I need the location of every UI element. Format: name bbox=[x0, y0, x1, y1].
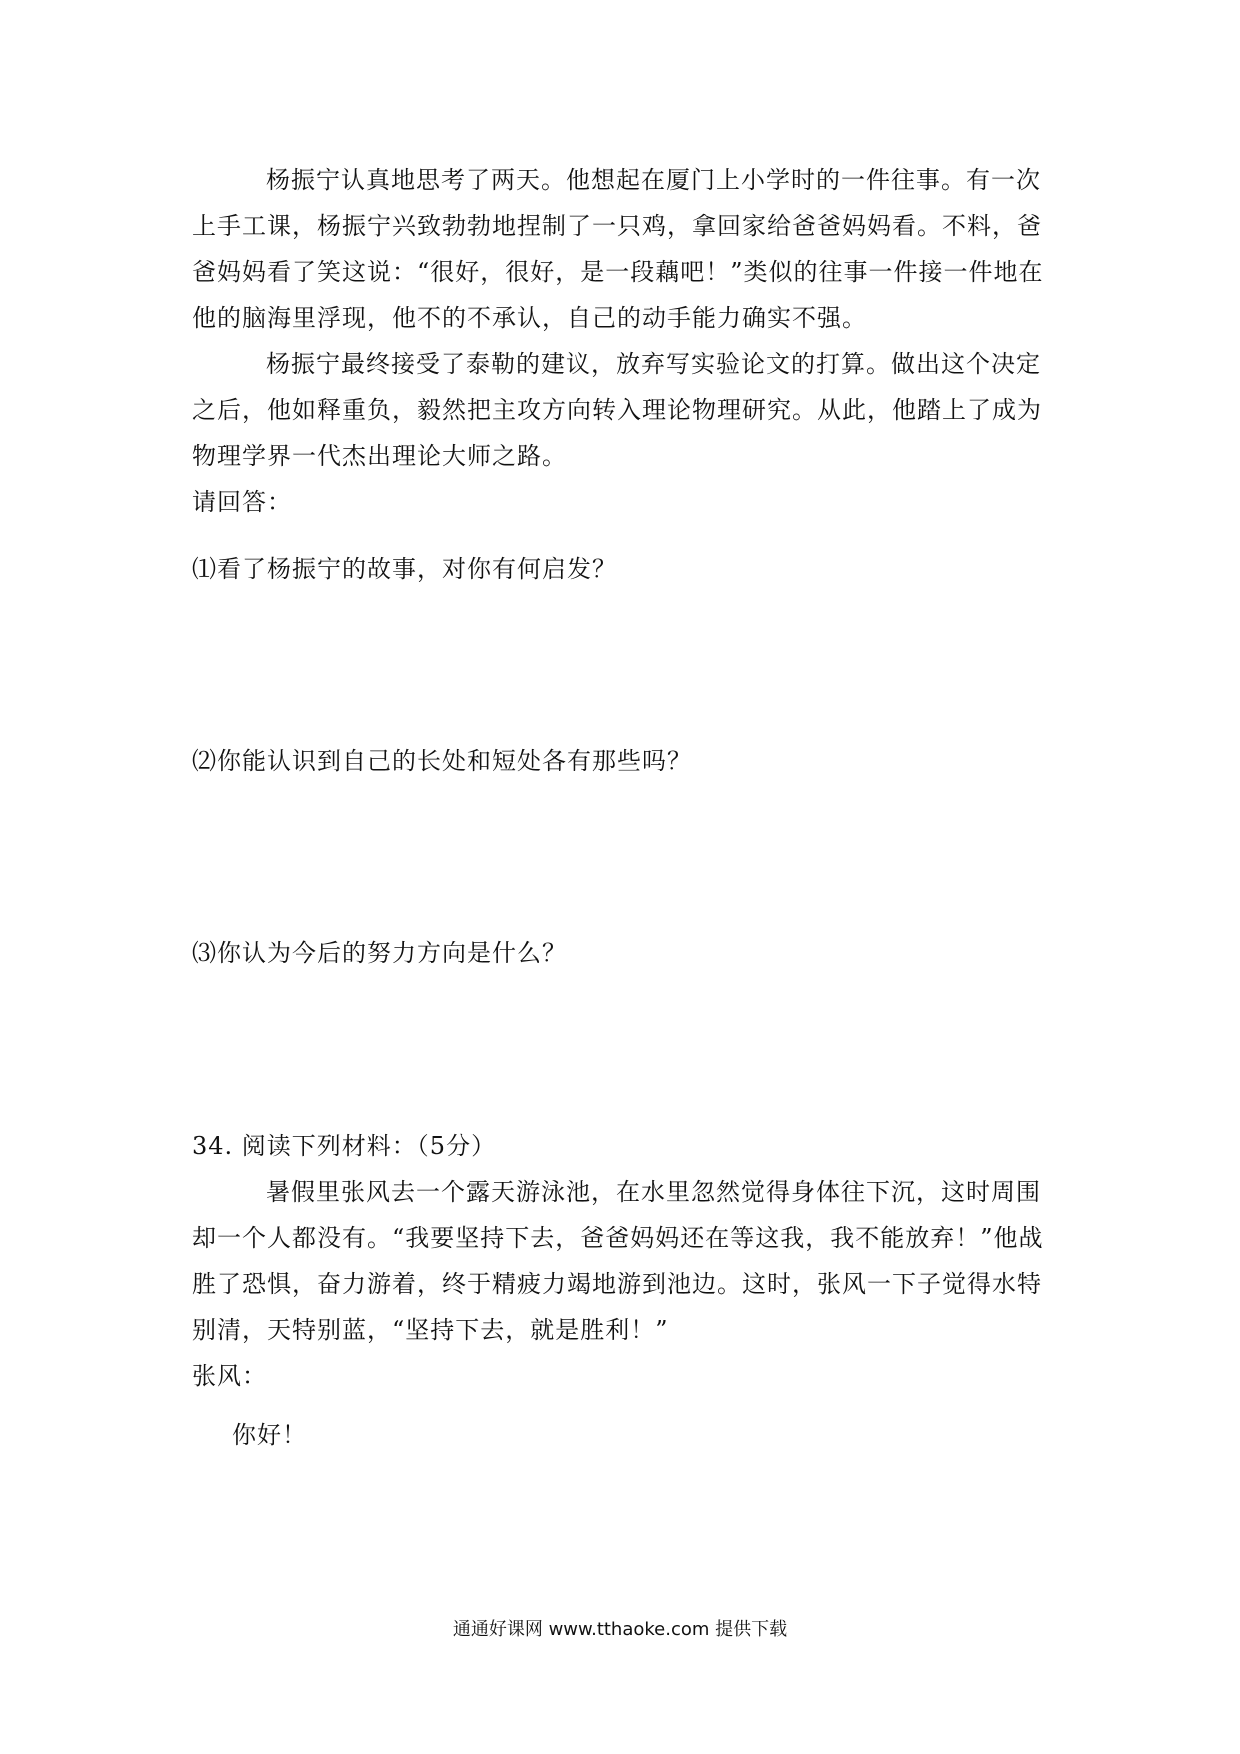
letter-salutation: 张风： bbox=[192, 1362, 267, 1390]
question-3: ⑶你认为今后的努力方向是什么？ bbox=[192, 939, 567, 967]
story-paragraph-2: 杨振宁最终接受了泰勒的建议，放弃写实验论文的打算。做出这个决定之后，他如释重负，毅然把主攻方向转入理论物理研究。从此，他踏上了成为物理学界一代杰出理论大师之路。 bbox=[192, 350, 1042, 470]
question-1: ⑴看了杨振宁的故事，对你有何启发？ bbox=[192, 555, 617, 583]
letter-greeting: 你好！ bbox=[232, 1421, 307, 1449]
page-footer: 通通好课网 www.tthaoke.com 提供下载 bbox=[452, 1619, 788, 1640]
section-34-heading: 34. 阅读下列材料：（5分） bbox=[192, 1132, 497, 1160]
questions-prompt: 请回答： bbox=[192, 488, 292, 516]
section-34-material: 暑假里张风去一个露天游泳池，在水里忽然觉得身体往下沉，这时周围却一个人都没有。“我要坚持下去，爸爸妈妈还在等这我，我不能放弃！”他战胜了恐惧，奋力游着，终于精疲力竭地游到池边。这时，张风一下子觉得水特别清，天特别蓝，“坚持下去，就是胜利！” bbox=[192, 1178, 1044, 1344]
question-2: ⑵你能认识到自己的长处和短处各有那些吗？ bbox=[192, 747, 692, 775]
story-paragraph-1: 杨振宁认真地思考了两天。他想起在厦门上小学时的一件往事。有一次上手工课，杨振宁兴致勃勃地捏制了一只鸡，拿回家给爸爸妈妈看。不料，爸爸妈妈看了笑这说：“很好，很好，是一段藕吧！”类似的往事一件接一件地在他的脑海里浮现，他不的不承认，自己的动手能力确实不强。 bbox=[192, 166, 1044, 332]
